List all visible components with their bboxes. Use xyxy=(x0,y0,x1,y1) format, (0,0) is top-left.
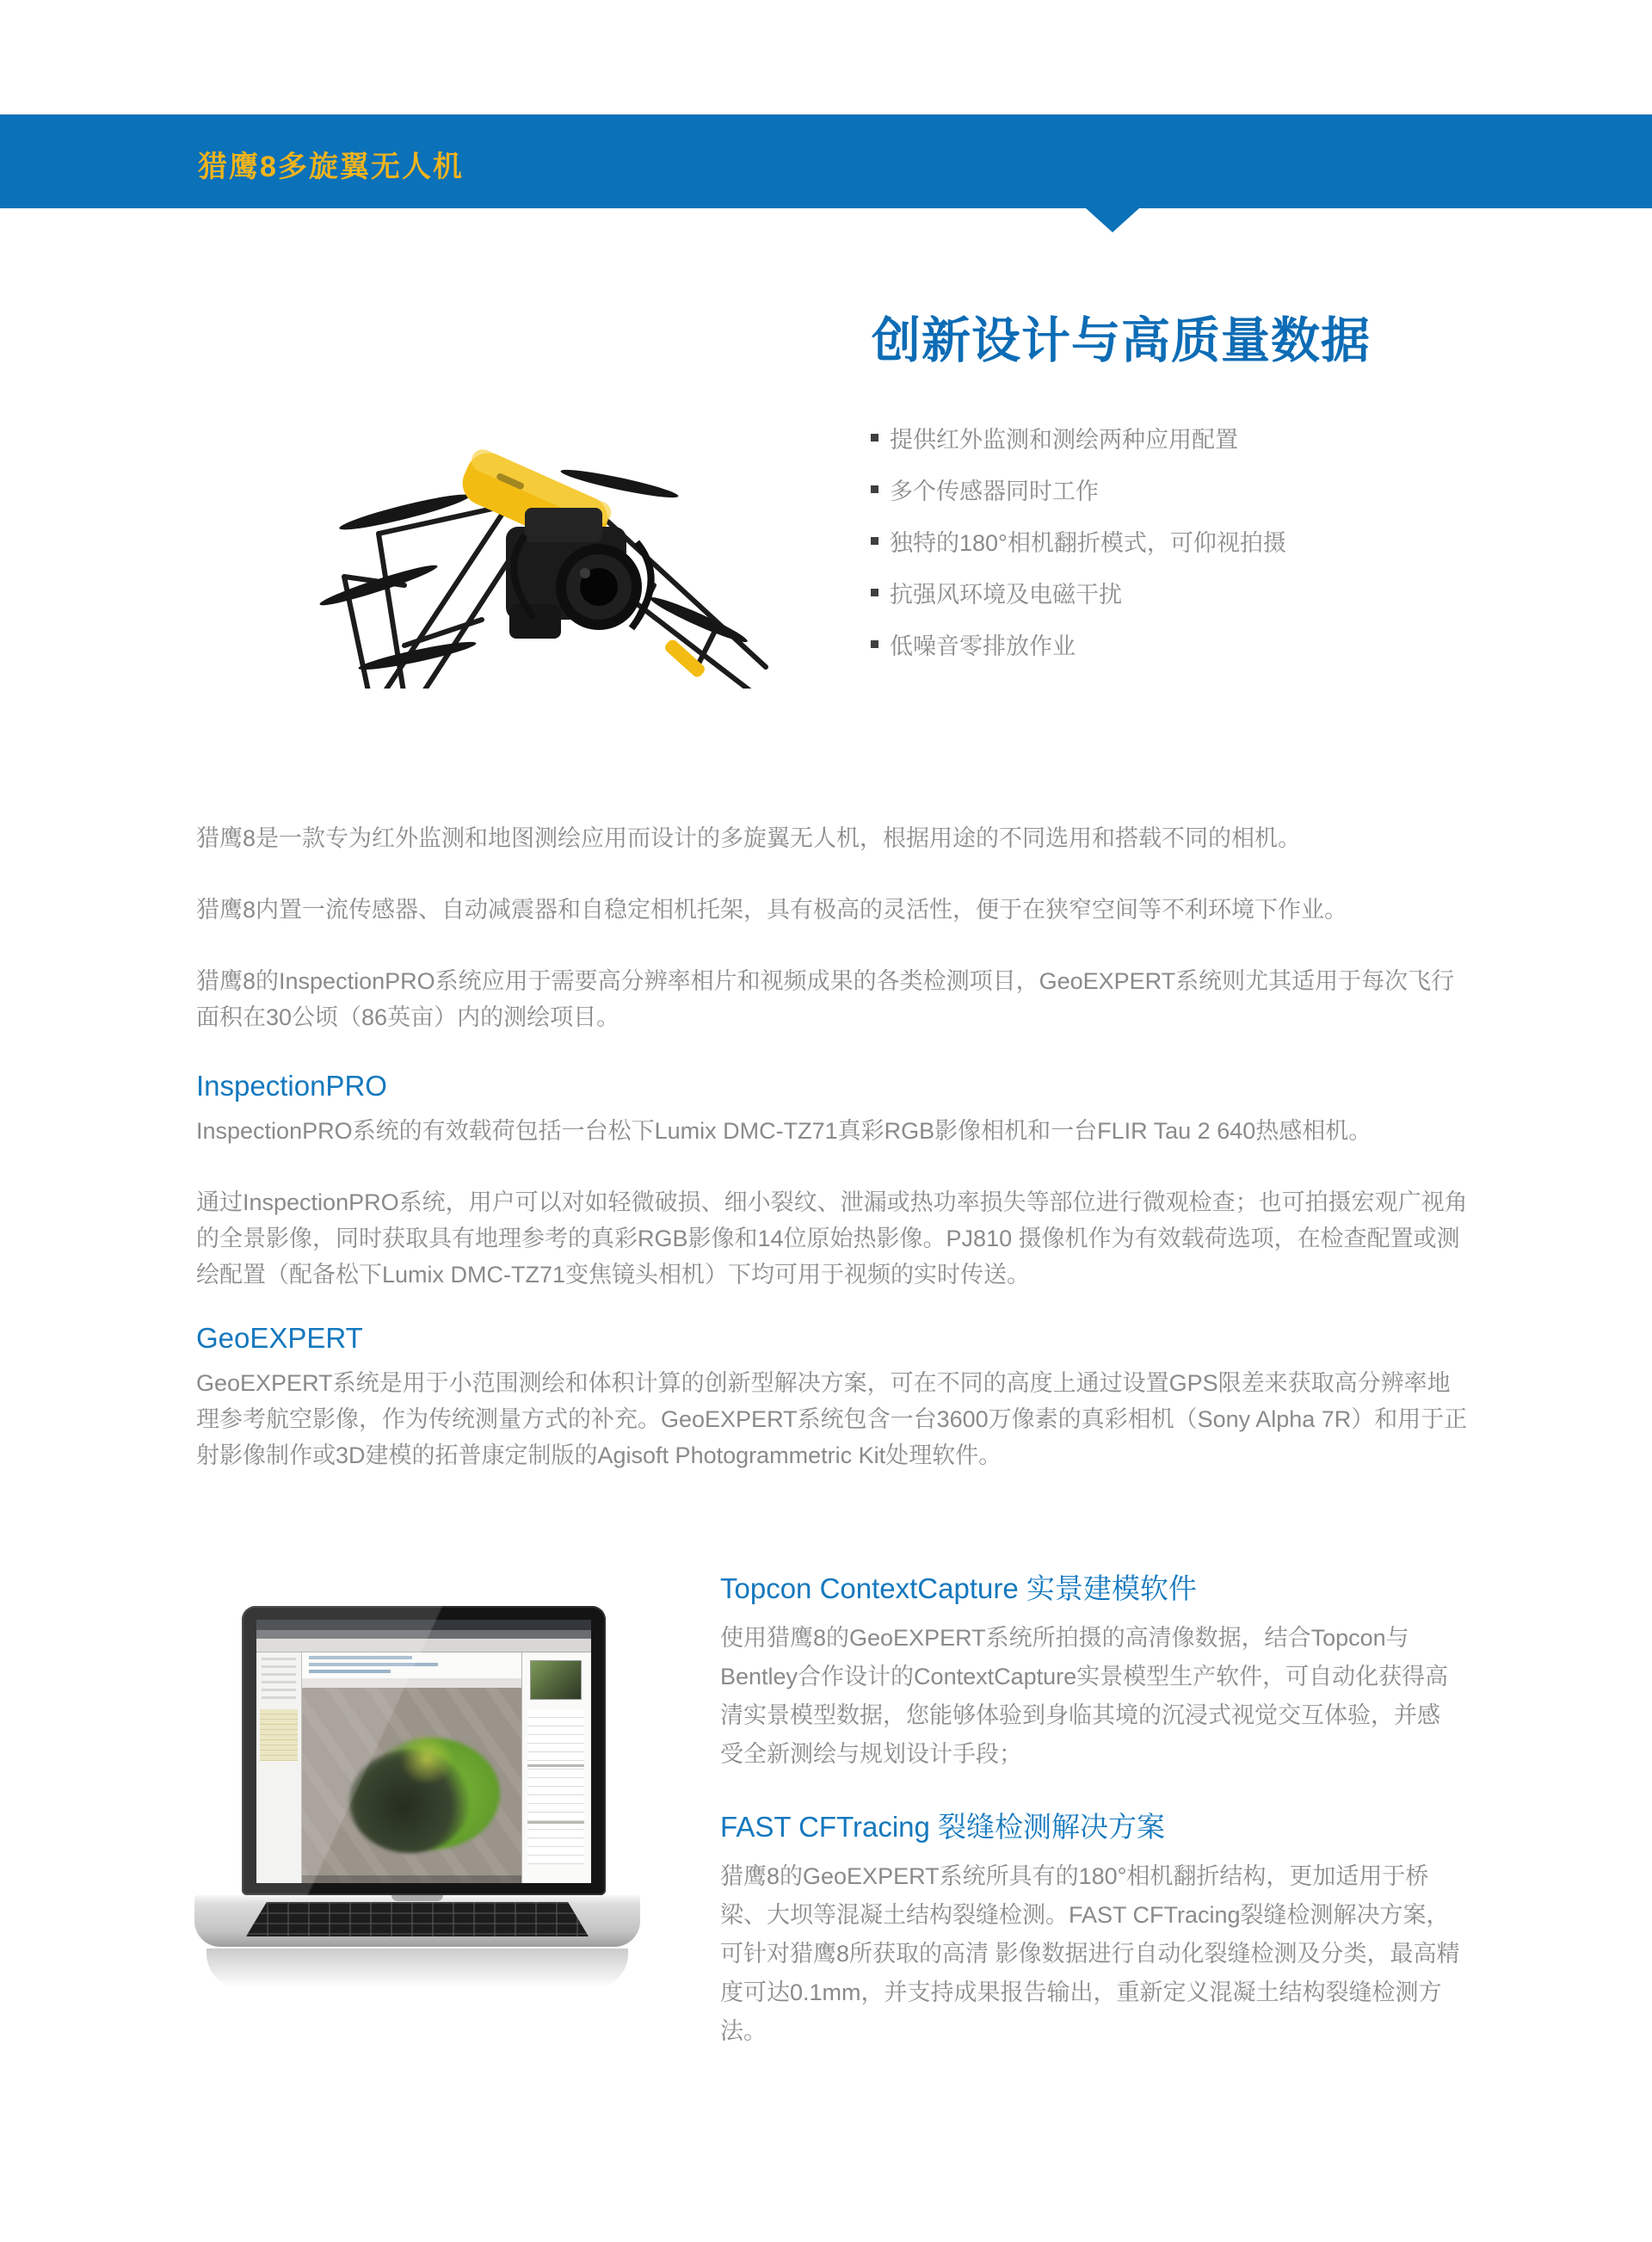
hero-bullet-list xyxy=(871,411,1286,670)
laptop-keyboard xyxy=(246,1902,589,1936)
bullet-text: 提供红外监测和测绘两种应用配置 xyxy=(890,426,1238,453)
section-inspectionpro xyxy=(196,1070,1470,1328)
bullet-item xyxy=(871,515,1286,566)
section-heading: GeoEXPERT xyxy=(196,1322,363,1354)
bullet-square-icon xyxy=(871,537,878,545)
section-paragraph: InspectionPRO系统的有效载荷包括一台松下Lumix DMC-TZ71真彩RGB影像相机和一台FLIR Tau 2 640热感相机。 xyxy=(196,1118,1372,1144)
hero-heading: 创新设计与高质量数据 xyxy=(872,313,1371,368)
section-geoexpert xyxy=(196,1322,1470,1509)
intro-paragraph: 猎鹰8内置一流传感器、自动减震器和自稳定相机托架，具有极高的灵活性，便于在狭窄空间等不利环境下作业。 xyxy=(196,897,1348,923)
bottom-right-column xyxy=(720,1566,1462,2082)
intro-paragraphs xyxy=(196,820,1470,1071)
bullet-item xyxy=(871,618,1286,670)
laptop-reflection xyxy=(206,1949,628,1988)
page-title: 猎鹰8多旋翼无人机 xyxy=(198,151,464,183)
fast-heading: FAST CFTracing 裂缝检测解决方案 xyxy=(720,1811,1166,1843)
bullet-text: 抗强风环境及电磁干扰 xyxy=(890,581,1122,608)
section-paragraph: 通过InspectionPRO系统，用户可以对如轻微破损、细小裂纹、泄漏或热功率损失等部位进行微观检查；也可拍摄宏观广视角的全景影像，同时获取具有地理参考的真彩RGB影像和14位原始热影像。PJ810 摄像机作为有效载荷选项，在检查配置或测绘配置（配备松下Lumix DMC-TZ71变焦镜头相机）下均可用于视频的实时传送。 xyxy=(196,1189,1468,1288)
intro-paragraph: 猎鹰8是一款专为红外监测和地图测绘应用而设计的多旋翼无人机，根据用途的不同选用和搭载不同的相机。 xyxy=(196,825,1302,851)
drone-photo xyxy=(120,215,774,689)
laptop-lid xyxy=(242,1606,606,1895)
header-bar xyxy=(0,114,1652,208)
bullet-square-icon xyxy=(871,485,878,493)
bullet-square-icon xyxy=(871,589,878,596)
laptop-photo xyxy=(120,1592,671,1997)
topcon-body: 使用猎鹰8的GeoEXPERT系统所拍摄的高清像数据，结合Topcon与Bentley合作设计的ContextCapture实景模型生产软件，可自动化获得高清实景模型数据，您能够体验到身临其境的沉浸式视觉交互体验，并感受全新测绘与规划设计手段； xyxy=(720,1625,1449,1767)
topcon-heading: Topcon ContextCapture 实景建模软件 xyxy=(720,1572,1197,1604)
laptop-hinge-notch xyxy=(391,1895,443,1901)
section-heading: InspectionPRO xyxy=(196,1070,387,1102)
laptop-base xyxy=(194,1895,640,1947)
bullet-text: 多个传感器同时工作 xyxy=(890,478,1099,504)
bullet-text: 独特的180°相机翻折模式，可仰视拍摄 xyxy=(890,529,1286,556)
bullet-item xyxy=(871,411,1286,463)
bullet-item xyxy=(871,566,1286,618)
drone-camera xyxy=(506,508,651,639)
screen-gloss xyxy=(242,1606,606,1895)
bullet-square-icon xyxy=(871,640,878,648)
section-paragraph: GeoEXPERT系统是用于小范围测绘和体积计算的创新型解决方案，可在不同的高度上通过设置GPS限差来获取高分辨率地理参考航空影像，作为传统测量方式的补充。GeoEXPERT系统包含一台3600万像素的真彩相机（Sony Alpha 7R）和用于正射影像制作或3D建模的拓普康定制版的Agisoft Photogrammetric Kit处理软件。 xyxy=(196,1370,1468,1468)
bullet-item xyxy=(871,463,1286,515)
bullet-square-icon xyxy=(871,434,878,442)
drone-illustration xyxy=(120,215,774,689)
bullet-text: 低噪音零排放作业 xyxy=(890,633,1076,659)
fast-body: 猎鹰8的GeoEXPERT系统所具有的180°相机翻折结构，更加适用于桥梁、大坝等混凝土结构裂缝检测。FAST CFTracing裂缝检测解决方案，可针对猎鹰8所获取的高清 影像数据进行自动化裂缝检测及分类，最高精度可达0.1mm，并支持成果报告输出，重新定义混凝土结构裂缝检测方法。 xyxy=(720,1863,1460,2044)
header-pointer-triangle xyxy=(1086,208,1139,232)
intro-paragraph: 猎鹰8的InspectionPRO系统应用于需要高分辨率相片和视频成果的各类检测项目，GeoEXPERT系统则尤其适用于每次飞行面积在30公顷（86英亩）内的测绘项目。 xyxy=(196,968,1455,1030)
